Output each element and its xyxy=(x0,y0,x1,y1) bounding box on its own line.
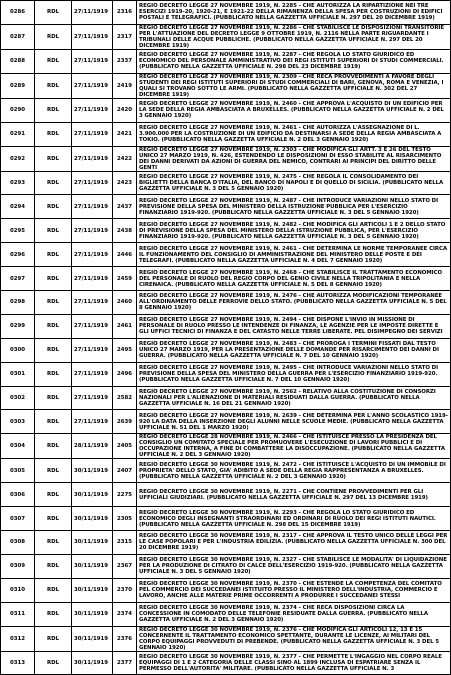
record-number-cell: 0292 xyxy=(1,146,35,171)
act-description-cell: REGIO DECRETO LEGGE 27 NOVEMBRE 1919, N. 2494 - CHE DISPONE L'INVIO IN MISSIONE DI PERSONALE DI RUOLO PRESSO LE INTENDENZE DI FINANZA, LE AGENZIE PER LE IMPOSTE DIRETTE E GLI UFFICI TECNICI DI FINANZA E DEL CATASTO NELLE TERRE LIBERATE. PEL DISIMPEGNO DEI SERVIZI xyxy=(137,314,451,338)
act-description-cell: REGIO DECRETO LEGGE 30 NOVEMBRE 1919, N. 2317 - CHE APPROVA IL TESTO UNICO DELLE LEGGI PER LE CASE POPOLARI E PER L'INDUSTRIA EDILIZIA. (PUBBLICATO NELLA GAZZETTA UFFICIALE N. 300 DEL 20 DICEMBRE 1919) xyxy=(137,531,451,555)
act-type-cell: RDL xyxy=(35,362,72,386)
record-number-cell: 0309 xyxy=(1,554,35,578)
record-number-cell: 0290 xyxy=(1,98,35,122)
act-date-cell: 27/11/1919 xyxy=(72,291,113,315)
record-number-cell: 0308 xyxy=(1,531,35,555)
act-description-cell: REGIO DECRETO LEGGE 30 NOVEMBRE 1919, N. 2370 - CHE ESTENDE LA COMPETENZA DEL COMITATO PEL COMMERCIO DEI SUCCEDANEI ISTITUITO PRESSO IL MINISTERO DELL'INDUSTRIA, COMMERCIO E LAVORO, ANCHE ALLE MATERIE PRIME OCCORRENTI A PRODURRE I SUCCEDANEI STESSI xyxy=(137,578,451,602)
act-date-cell: 30/11/1919 xyxy=(72,578,113,602)
record-number-cell: 0289 xyxy=(1,73,35,98)
act-type-cell: RDL xyxy=(35,602,72,626)
act-date-cell: 27/11/1919 xyxy=(72,362,113,386)
record-number-cell: 0298 xyxy=(1,291,35,315)
table-row xyxy=(1,291,451,315)
table-row xyxy=(1,1,451,25)
act-type-cell: RDL xyxy=(35,410,72,434)
table-row xyxy=(1,24,451,49)
act-date-cell: 27/11/1919 xyxy=(72,73,113,98)
protocol-number-cell: 2275 xyxy=(113,483,137,507)
record-number-cell: 0295 xyxy=(1,219,35,243)
record-number-cell: 0310 xyxy=(1,578,35,602)
table-row xyxy=(1,73,451,98)
table-row xyxy=(1,49,451,73)
act-date-cell: 27/11/1919 xyxy=(72,243,113,267)
act-type-cell: RDL xyxy=(35,483,72,507)
protocol-number-cell: 2315 xyxy=(113,531,137,555)
table-row xyxy=(1,554,451,578)
record-number-cell: 0307 xyxy=(1,507,35,531)
record-number-cell: 0296 xyxy=(1,243,35,267)
act-type-cell: RDL xyxy=(35,122,72,146)
table-row xyxy=(1,483,451,507)
act-date-cell: 27/11/1919 xyxy=(72,410,113,434)
act-type-cell: RDL xyxy=(35,459,72,483)
act-date-cell: 30/11/1919 xyxy=(72,626,113,651)
act-date-cell: 27/11/1919 xyxy=(72,267,113,291)
protocol-number-cell: 2421 xyxy=(113,122,137,146)
act-date-cell: 27/11/1919 xyxy=(72,146,113,171)
table-row xyxy=(1,459,451,483)
act-date-cell: 30/11/1919 xyxy=(72,507,113,531)
act-description-cell: REGIO DECRETO LEGGE 27 NOVEMBRE 1919, N. 2287 - CHE REGOLA LO STATO GIURIDICO ED ECONOMICO DEL PERSONALE AMMINISTRATIVO DEI REGI ISTITUTI SUPERIORI DI STUDI COMMERCIALI. (PUBBLICATO NELLA GAZZETTA UFFICIALE N. 298 DEL 23 DICEMBRE 1919) xyxy=(137,49,451,73)
protocol-number-cell: 2446 xyxy=(113,243,137,267)
table-row xyxy=(1,434,451,459)
act-type-cell: RDL xyxy=(35,386,72,410)
act-type-cell: RDL xyxy=(35,578,72,602)
table-row xyxy=(1,146,451,171)
act-date-cell: 27/11/1919 xyxy=(72,195,113,219)
act-type-cell: RDL xyxy=(35,626,72,651)
table-row xyxy=(1,219,451,243)
act-description-cell: REGIO DECRETO LEGGE 27 NOVEMBRE 1919, N. 2460 - CHE APPROVA L'ACQUISTO DI UN EDIFICIO PER LA SEDE DELLA REGIA AMBASCIATA A BRUXELLES. (PUBBLICATO NELLA GAZZETTA UFFICIALE N. 2 DEL 3 GENNAIO 1920) xyxy=(137,98,451,122)
record-number-cell: 0304 xyxy=(1,434,35,459)
act-date-cell: 27/11/1919 xyxy=(72,49,113,73)
act-description-cell: REGIO DECRETO LEGGE 27 NOVEMBRE 1919, N. 2495 - CHE INTRODUCE VARIAZIONI NELLO STATO DI PREVISIONE DELLA SPESA DEL MINISTERO DELLA GUERRA PER L'ESERCIZIO FINANZIARIO 1919-920. (PUBBLICATO NELLA GAZZETTA UFFICIALE N. 7 DEL 10 GENNAIO 1920) xyxy=(137,362,451,386)
record-number-cell: 0303 xyxy=(1,410,35,434)
act-type-cell: RDL xyxy=(35,243,72,267)
protocol-number-cell: 2377 xyxy=(113,651,137,675)
table-row xyxy=(1,267,451,291)
table-row xyxy=(1,98,451,122)
table-row xyxy=(1,578,451,602)
act-type-cell: RDL xyxy=(35,554,72,578)
act-description-cell: REGIO DECRETO LEGGE 30 NOVEMBRE 1919, N. 2376 - CHE MODIFICA GLI ARTICOLI 12, 13 E 15 CONCERNENTE IL TRATTAMENTO ECONOMICO SPETTANTE, DURANTE LE LICENZE, AI MILITARI DEL CORPO EQUIPAGGI PROVVEDUTI DI PREBENDE. (PUBBLICATO NELLA GAZZETTA UFFICIALE N. 3 DEL 5 GENNAIO 1920) xyxy=(137,626,451,651)
record-number-cell: 0297 xyxy=(1,267,35,291)
table-row xyxy=(1,122,451,146)
record-number-cell: 0299 xyxy=(1,314,35,338)
protocol-number-cell: 2437 xyxy=(113,195,137,219)
act-type-cell: RDL xyxy=(35,24,72,49)
act-description-cell: REGIO DECRETO LEGGE 27 NOVEMBRE 1919, N. 2461 - CHE DETERMINA LE NORME TEMPORANEE CIRCA IL FUNZIONAMENTO DEL CONSIGLIO DI AMMINISTRAZIONE DEL MINISTERO DELLE POSTE E DEI TELEGRAFI. (PUBBLICATO NELLA GAZZETTA UFFICIALE N. 4 DEL 7 GENNAIO 1920) xyxy=(137,243,451,267)
act-date-cell: 27/11/1919 xyxy=(72,219,113,243)
protocol-number-cell: 2423 xyxy=(113,171,137,195)
table-row xyxy=(1,602,451,626)
table-row xyxy=(1,195,451,219)
act-description-cell: REGIO DECRETO LEGGE 28 NOVEMBRE 1919, N. 2466 - CHE ISTITUISCE PRESSO LA PRESIDENZA DEL CONSIGLIO UN COMITATO SPECIALE PER PROMUOVERE L'ESECUZIONE DI LAVORI PUBBLICI E DI OCCUPAZIONE INTERNA, A FINE DI COMBATTERE LA DISOCCUPAZIONE. (PUBBLICATO NELLA GAZZETTA UFFICIALE N. 2 DEL 3 GENNAIO 1920) xyxy=(137,434,451,459)
act-type-cell: RDL xyxy=(35,267,72,291)
protocol-number-cell: 2438 xyxy=(113,219,137,243)
act-date-cell: 30/11/1919 xyxy=(72,459,113,483)
record-number-cell: 0286 xyxy=(1,1,35,25)
act-description-cell: REGIO DECRETO LEGGE 27 NOVEMBRE 1919, N. 2461 - CHE AUTORIZZA L'ASSEGNAZIONE DI L. 3.900.000 PER LA COSTRUZIONE DI UN EDIFICIO DA DESTINARSI A SEDE DELLA REGIA AMBASCIATA A TOKIO. (PUBBLICATO NELLA GAZZETTA UFFICIALE N. 2 DEL 3 GENNAIO 1920) xyxy=(137,122,451,146)
record-number-cell: 0301 xyxy=(1,362,35,386)
act-date-cell: 27/11/1919 xyxy=(72,171,113,195)
protocol-number-cell: 2461 xyxy=(113,314,137,338)
protocol-number-cell: 2419 xyxy=(113,73,137,98)
table-row xyxy=(1,171,451,195)
record-number-cell: 0288 xyxy=(1,49,35,73)
act-description-cell: REGIO DECRETO LEGGE 27 NOVEMBRE 1919, N. 2482 - CHE MODIFICA GLI ARTICOLI 1 E 2 DELLO STATO DI PREVISIONE DELLA SPESA DEL MINISTERO DELLA ISTRUZIONE PUBBLICA, PER L'ESERCIZIO FINANZIARIO 1919-920. (PUBBLICATO NELLA GAZZETTA UFFICIALE N. 3 DEL 5 GENNAIO 1920) xyxy=(137,219,451,243)
act-description-cell: REGIO DECRETO LEGGE 30 NOVEMBRE 1919, N. 2472 - CHE ISTITUISCE L'ACQUISTO DI UN IMMOBILE DI PROPRIETA' DELLO STATO, GIA' ADIBITO A SEDE DELLA REGIA RAPPRESENTANZA A BRUXELLES. (PUBBLICATO NELLA GAZZETTA UFFICIALE N. 2 DEL 3 GENNAIO 1920) xyxy=(137,459,451,483)
protocol-number-cell: 2496 xyxy=(113,362,137,386)
act-description-cell: REGIO DECRETO LEGGE 27 NOVEMBRE 1919, N. 2483 - CHE PROROGA I TERMINI FISSATI DAL TESTO UNICO 27 MARZO 1919, PER LA PRESENTAZIONE DELLE DOMANDE PER RISARCIMENTO DEI DANNI DI GUERRA. (PUBBLICATO NELLA GAZZETTA UFFICIALE N. 7 DEL 10 GENNAIO 1920) xyxy=(137,338,451,362)
table-row xyxy=(1,651,451,675)
act-date-cell: 27/11/1919 xyxy=(72,1,113,25)
act-type-cell: RDL xyxy=(35,651,72,675)
table-row xyxy=(1,507,451,531)
table-row xyxy=(1,531,451,555)
protocol-number-cell: 2374 xyxy=(113,602,137,626)
protocol-number-cell: 2459 xyxy=(113,267,137,291)
table-row xyxy=(1,243,451,267)
record-number-cell: 0313 xyxy=(1,651,35,675)
protocol-number-cell: 2317 xyxy=(113,24,137,49)
protocol-number-cell: 2337 xyxy=(113,49,137,73)
act-type-cell: RDL xyxy=(35,171,72,195)
table-row xyxy=(1,386,451,410)
protocol-number-cell: 2422 xyxy=(113,146,137,171)
act-description-cell: REGIO DECRETO LEGGE 27 NOVEMBRE 1919, N. 2303 - CHE MODIFICA GLI ARTT. 3 E 26 DEL TESTO UNICO 27 MARZO 1919, N. 426, ESTENDENDO LE DISPOSIZIONI DI ESSO STABILITE AL RISARCIMENTO DEI DANNI DERIVATI DA AZIONI DI GUERRA DEL NEMICO, CONTRARI AI PRINCIPI DEL DIRITTO DELLE GENTI xyxy=(137,146,451,171)
act-description-cell: REGIO DECRETO LEGGE 30 NOVEMBRE 1919, N. 2293 - CHE REGOLA LO STATO GIURIDICO ED ECONOMICO DEGLI INSEGNANTI STRAORDINARI ED ORDINARI DI RUOLO DEI REGI ISTITUTI NAUTICI. (PUBBLICATO NELLA GAZZETTA UFFICIALE N. 298 DEL 15 DICEMBRE 1919) xyxy=(137,507,451,531)
act-description-cell: REGIO DECRETO LEGGE 27 NOVEMBRE 1919, N. 2562 - RELATIVO ALLA COSTITUZIONE DI CONSORZI NAZIONALI PER L'ALIENAZIONE DI MATERIALI RESIDUATI DALLA GUERRA. (PUBBLICATO NELLA GAZZETTA UFFICIALE N. 16 DEL 21 GENNAIO 1920) xyxy=(137,386,451,410)
act-date-cell: 27/11/1919 xyxy=(72,122,113,146)
act-type-cell: RDL xyxy=(35,507,72,531)
protocol-number-cell: 2582 xyxy=(113,386,137,410)
act-date-cell: 27/11/1919 xyxy=(72,338,113,362)
act-description-cell: REGIO DECRETO LEGGE 27 NOVEMBRE 1919, N. 2475 - CHE REGOLA IL CONSOLIDAMENTO DEI BIGLIETTI DELLA BANCA D'ITALIA, DEL BANCO DI NAPOLI E DI QUELLO DI SICILIA. (PUBBLICATO NELLA GAZZETTA UFFICIALE N. 3 DEL 5 GENNAIO 1920) xyxy=(137,171,451,195)
protocol-number-cell: 2639 xyxy=(113,410,137,434)
act-type-cell: RDL xyxy=(35,73,72,98)
protocol-number-cell: 2305 xyxy=(113,507,137,531)
act-type-cell: RDL xyxy=(35,531,72,555)
record-number-cell: 0293 xyxy=(1,171,35,195)
act-type-cell: RDL xyxy=(35,314,72,338)
act-type-cell: RDL xyxy=(35,146,72,171)
act-description-cell: REGIO DECRETO LEGGE 27 NOVEMBRE 1919, N. 2476 - CHE AUTORIZZA MODIFICAZIONI TEMPORANEE ALL'ORDINAMENTO DELLE FERROVIE DELLO STATO. (PUBBLICATO NELLA GAZZETTA UFFICIALE N. 5 DEL 8 GENNAIO 1920) xyxy=(137,291,451,315)
act-description-cell: REGIO DECRETO LEGGE 27 NOVEMBRE 1919, N. 2309 - CHE RECA PROVVEDIMENTI A FAVORE DEGLI STUDENTI DEI REGI ISTITUTI SUPERIORI DI STUDI COMMERCIALI DI BARI, GENOVA, ROMA E VENEZIA, I QUALI SI TROVANO SOTTO LE ARMI. (PUBBLICATO NELLA GAZZETTA UFFICIALE N. 302 DEL 27 DICEMBRE 1919) xyxy=(137,73,451,98)
act-date-cell: 30/11/1919 xyxy=(72,651,113,675)
act-description-cell: REGIO DECRETO LEGGE 27 NOVEMBRE 1919, N. 2487 - CHE INTRODUCE VARIAZIONI NELLO STATO DI PREVISIONE DELLA SPESA DEL MINISTERO DELLA ISTRUZIONE PUBBLICA PER L'ESERCIZIO FINANZIARIO 1919-920. (PUBBLICATO NELLA GAZZETTA UFFICIALE N. 3 DEL 5 GENNAIO 1920) xyxy=(137,195,451,219)
act-description-cell: REGIO DECRETO LEGGE 27 NOVEMBRE 1919, N. 2468 - CHE STABILISCE IL TRATTAMENTO ECONOMICO DEL PERSONALE DI RUOLO DEL REGIO CORPO DEL GENIO CIVILE NELLA TRIPOLITANIA E NELLA CIRENAICA. (PUBBLICATO NELLA GAZZETTA UFFICIALE N. 5 DEL 8 GENNAIO 1920) xyxy=(137,267,451,291)
table-row xyxy=(1,362,451,386)
protocol-number-cell: 2316 xyxy=(113,1,137,25)
protocol-number-cell: 2407 xyxy=(113,459,137,483)
record-number-cell: 0306 xyxy=(1,483,35,507)
act-description-cell: REGIO DECRETO LEGGE 30 NOVEMBRE 1919, N. 2374 - CHE RECA DISPOSIZIONI CIRCA LA CONCESSIONE IN COMODATO DELLE TELEFONIE RESIDUATE DALLA GUERRA. (PUBBLICATO NELLA GAZZETTA UFFICIALE N. 2 DEL 3 GENNAIO 1920) xyxy=(137,602,451,626)
record-number-cell: 0300 xyxy=(1,338,35,362)
act-type-cell: RDL xyxy=(35,49,72,73)
table-row xyxy=(1,314,451,338)
act-date-cell: 27/11/1919 xyxy=(72,24,113,49)
act-date-cell: 28/11/1919 xyxy=(72,434,113,459)
act-type-cell: RDL xyxy=(35,219,72,243)
record-number-cell: 0302 xyxy=(1,386,35,410)
protocol-number-cell: 2367 xyxy=(113,554,137,578)
act-type-cell: RDL xyxy=(35,1,72,25)
protocol-number-cell: 2405 xyxy=(113,434,137,459)
record-number-cell: 0294 xyxy=(1,195,35,219)
act-date-cell: 30/11/1919 xyxy=(72,554,113,578)
table-row xyxy=(1,338,451,362)
act-date-cell: 30/11/1919 xyxy=(72,483,113,507)
act-type-cell: RDL xyxy=(35,291,72,315)
act-description-cell: REGIO DECRETO LEGGE 27 NOVEMBRE 1919, N. 2639 - CHE DETERMINA PER L'ANNO SCOLASTICO 1919-920 LA DATA DELLA INSERZIONE DEGLI ALUNNI NELLE SCUOLE MEDIE. (PUBBLICATO NELLA GAZZETTA UFFICIALE N. 51 DEL 1 MARZO 1920) xyxy=(137,410,451,434)
decree-register-body xyxy=(1,1,451,675)
protocol-number-cell: 2460 xyxy=(113,291,137,315)
act-type-cell: RDL xyxy=(35,98,72,122)
record-number-cell: 0312 xyxy=(1,626,35,651)
act-description-cell: REGIO DECRETO LEGGE 30 NOVEMBRE 1919, N. 2271 - CHE CONTIENE PROVVEDIMENTI PER GLI UFFICIALI GIUDIZIARI. (PUBBLICATO NELLA GAZZETTA UFFICIALE N. 297 DEL 13 DICEMBRE 1919) xyxy=(137,483,451,507)
act-description-cell: REGIO DECRETO LEGGE 30 NOVEMBRE 1919, N. 2327 - CHE STABILISCE LE MODALITA' DI LIQUIDAZIONE PER LA PRODUZIONE DI CITRATO DI CALCE DELL'ESERCIZIO 1919-920. (PUBBLICATO NELLA GAZZETTA UFFICIALE N. 3 DEL 5 GENNAIO 1920) xyxy=(137,554,451,578)
record-number-cell: 0311 xyxy=(1,602,35,626)
table-row xyxy=(1,626,451,651)
act-date-cell: 27/11/1919 xyxy=(72,386,113,410)
protocol-number-cell: 2495 xyxy=(113,338,137,362)
act-date-cell: 27/11/1919 xyxy=(72,314,113,338)
table-row xyxy=(1,410,451,434)
act-date-cell: 30/11/1919 xyxy=(72,602,113,626)
act-type-cell: RDL xyxy=(35,434,72,459)
act-date-cell: 30/11/1919 xyxy=(72,531,113,555)
protocol-number-cell: 2370 xyxy=(113,578,137,602)
record-number-cell: 0291 xyxy=(1,122,35,146)
protocol-number-cell: 2420 xyxy=(113,98,137,122)
act-date-cell: 27/11/1919 xyxy=(72,98,113,122)
act-description-cell: REGIO DECRETO LEGGE 27 NOVEMBRE 1919, N. 2286 - CHE STABILISCE LE DISPOSIZIONI TRANSITORIE PER L'ATTUAZIONE DEL DECRETO LEGGE 9 OTTOBRE 1919, N. 2116 NELLA PARTE RIGUARDANTE I TRIBUNALI DELLE ACQUE PUBBLICHE. (PUBBLICATO NELLA GAZZETTA UFFICIALE N. 297 DEL 20 DICEMBRE 1919) xyxy=(137,24,451,49)
act-description-cell: REGIO DECRETO LEGGE 30 NOVEMBRE 1919, N. 2377 - CHE PERMETTE L'INGAGGIO NEL CORPO REALE EQUIPAGGI DI 1 E 2 CATEGORIA DELLE CLASSI SINO AL 1899 INCLUSA DI ESPATRIARE SENZA IL PERMESSO DELL'AUTORITA' MILITARE. (PUBBLICATO NELLA GAZZETTA UFFICIALE N. 3 xyxy=(137,651,451,675)
act-type-cell: RDL xyxy=(35,195,72,219)
act-type-cell: RDL xyxy=(35,338,72,362)
record-number-cell: 0287 xyxy=(1,24,35,49)
act-description-cell: REGIO DECRETO LEGGE 27 NOVEMBRE 1919, N. 2285 - CHE AUTORIZZA LA RIPARTIZIONE NEI TRE ESERCIZI 1919-20, 1920-21, E 1921-22 DELLA RIMANENZA DELLA SPESA PER COSTRUZIONI DI EDIFICI POSTALI E TELEGRAFICI. (PUBBLICATO NELLA GAZZETTA UFFICIALE N. 297 DEL 20 DICEMBRE 1919) xyxy=(137,1,451,25)
record-number-cell: 0305 xyxy=(1,459,35,483)
protocol-number-cell: 2376 xyxy=(113,626,137,651)
